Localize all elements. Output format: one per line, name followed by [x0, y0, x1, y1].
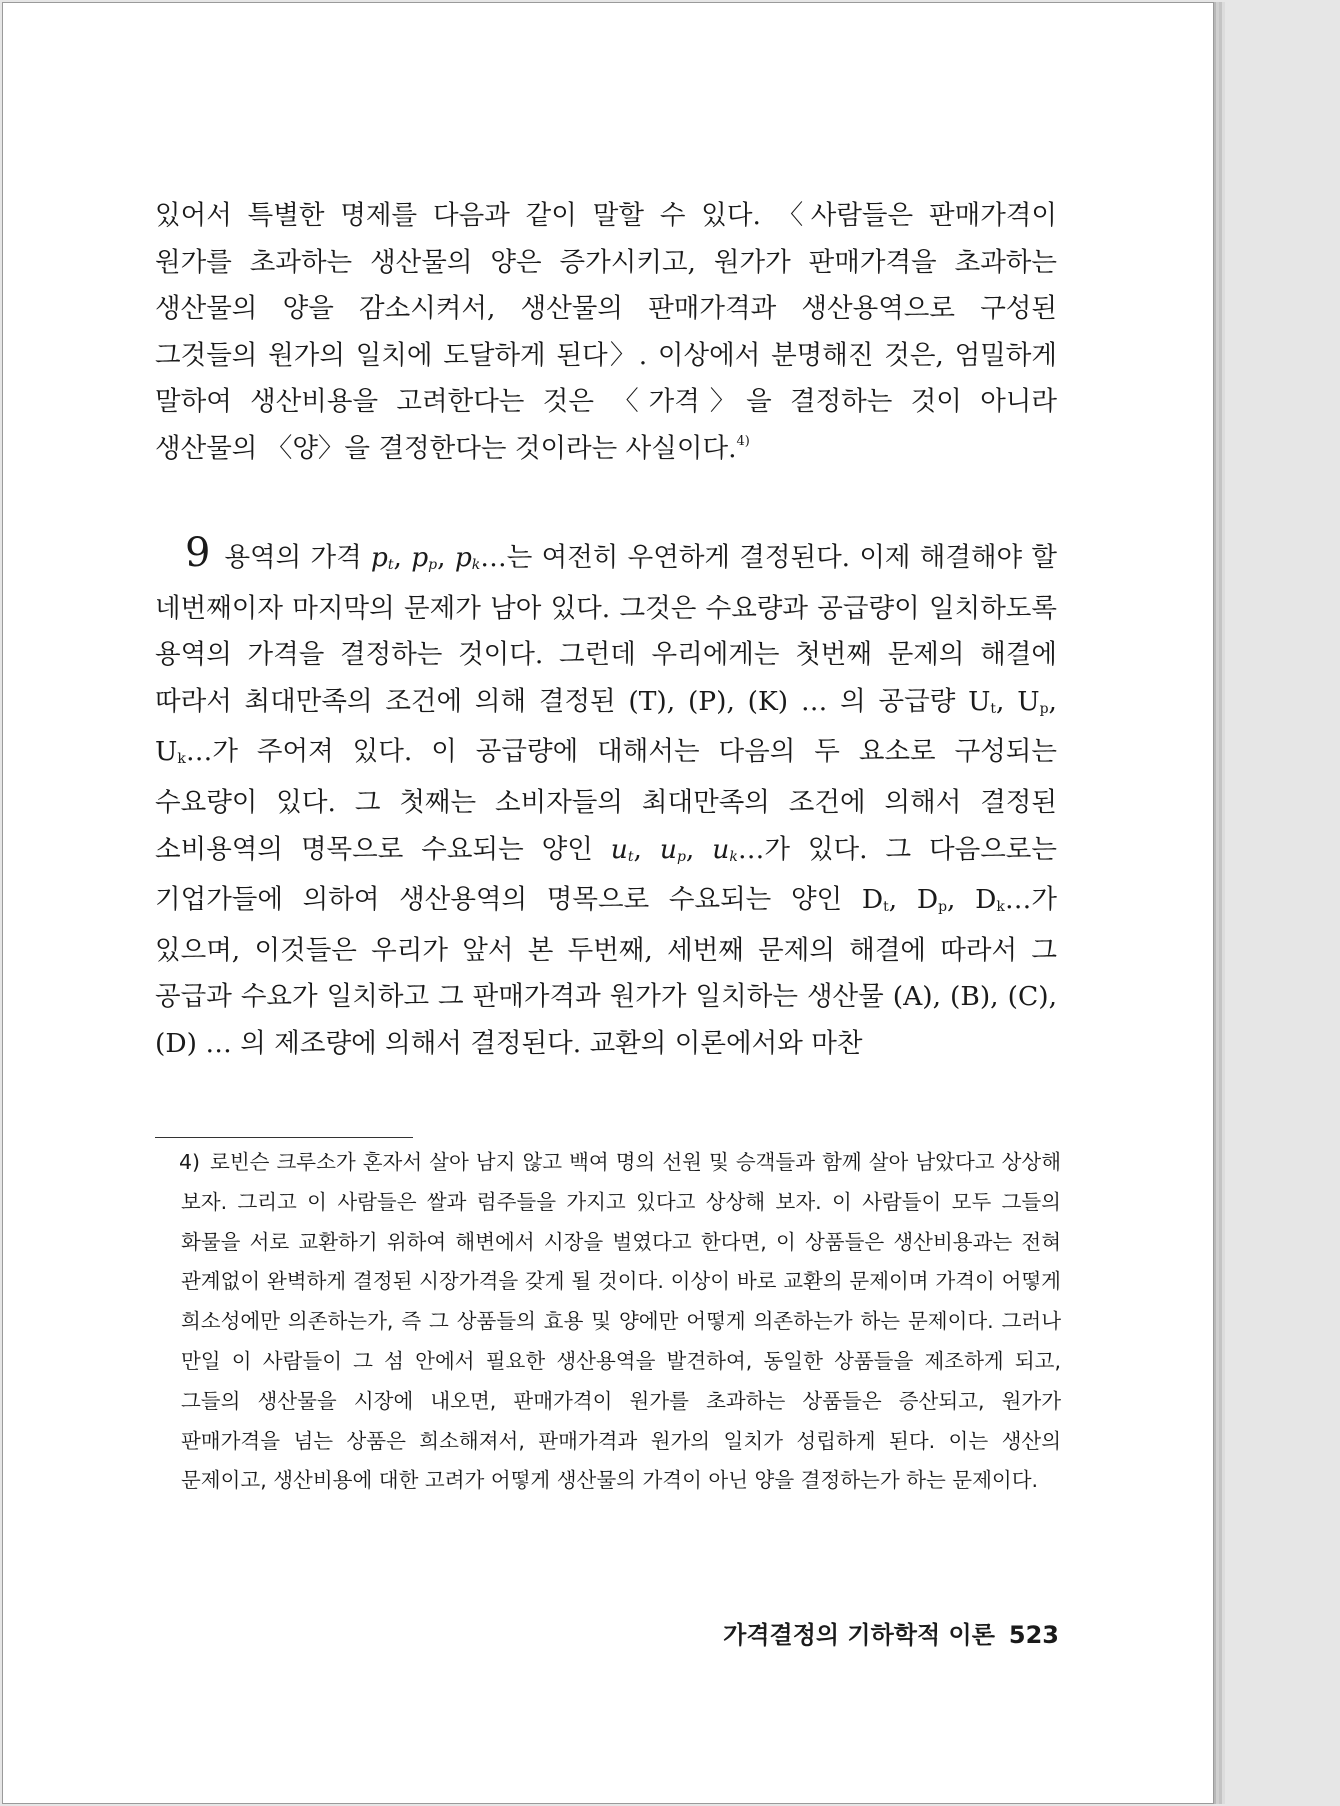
paragraph-1-text: 있어서 특별한 명제를 다음과 같이 말할 수 있다. 〈사람들은 판매가격이 원가를 초과하는 생산물의 양은 증가시키고, 원가가 판매가격을 초과하는 생산물의 양을 감소시켜서, 생산물의 판매가격과 생산용역으로 구성된 그것들의 원가의 일치에 도달하게 된다〉. 이상에서 분명해진 것은, 엄밀하게 말하여 생산비용을 고려한다는 것은 〈가격〉을 결정하는 것이 아니라 생산물의 〈양〉을 결정한다는 것이라는 사실이다. [155, 200, 1057, 464]
symbol-Dk: $D_k$ [975, 884, 1005, 916]
footnote-number: 4) [179, 1150, 201, 1174]
footnote-text: 로빈슨 크루소가 혼자서 살아 남지 않고 백여 명의 선원 및 승객들과 함께 살아 남았다고 상상해 보자. 그리고 이 사람들은 쌀과 럼주들을 가지고 있다고 상상해 보자. 이 사람들이 모두 그들의 화물을 서로 교환하기 위하여 해변에서 시장을 벌였다고 한다면, 이 상품들은 생산비용과는 전혀 관계없이 완벽하게 결정된 시장가격을 갖게 될 것이다. 이상이 바로 교환의 문제이며 가격이 어떻게 희소성에만 의존하는가, 즉 그 상품들의 효용 및 양에만 어떻게 의존하는가 하는 문제이다. 그러나 만일 이 사람들이 그 섬 안에서 필요한 생산용역을 발견하여, 동일한 상품들을 제조하게 되고, 그들의 생산물을 시장에 내오면, 판매가격이 원가를 초과하는 상품들은 증산되고, 원가가 판매가격을 넘는 상품은 희소해져서, 판매가격과 원가의 일치가 성립하게 된다. 이는 생산의 문제이고, 생산비용에 대한 고려가 어떻게 생산물의 가격이 아닌 양을 결정하는가 하는 문제이다. [181, 1150, 1061, 1493]
symbol-Ut: $U_t$ [968, 685, 997, 717]
section-9-text: …는 여전히 우연하게 결정된다. 이제 해결해야 할 네번째이자 마지막의 문제가 남아 있다. 그것은 수요량과 공급량이 일치하도록 용역의 가격을 결정하는 것이다. 그런데 우리에게는 첫번째 문제의 해결에 따라서 최대만족의 조건에 의해 결정된 (T), (P), (K) … 의 공급량 [155, 542, 1057, 717]
book-page [2, 2, 1214, 1804]
footnote-divider [155, 1137, 413, 1138]
running-title: 가격결정의 기하학적 이론 [723, 1621, 995, 1649]
symbol-Dt: $D_t$ [861, 884, 889, 916]
section-9-paragraph: 9 용역의 가격 $p_t$, $p_p$, $p_k\dots$는 여전히 우연하게 결정된다. 이제 해결해야 할 네번째이자 마지막의 문제가 남아 있다. 그것은 수요량과 공급량이 일치하도록 용역의 가격을 결정하는 것이다. 그런데 우리에게는 첫번째 문제의 해결에 따라서 최대만족의 조건에 의해 결정된 (T), (P), (K) … 의 공급량 $U_t$, $U_p$, $U_k\dots$가 주어져 있다. 이 공급량에 대해서는 다음의 두 요소로 구성되는 수요량이 있다. 그 첫째는 소비자들의 최대만족의 조건에 의해서 결정된 소비용역의 명목으로 수요되는 양인 $u_t$, $u_p$, $u_k\dots$가 있다. 그 다음으로는 기업가들에 의하여 생산용역의 명목으로 수요되는 양인 $D_t$, $D_p$, $D_k\dots$가 있으며, 이것들은 우리가 앞서 본 두번째, 세번째 문제의 해결에 따라서 그 공급과 수요가 일치하고 그 판매가격과 원가가 일치하는 생산물 (A), (B), (C), (D) … 의 제조량에 의해서 결정된다. 교환의 이론에서와 마찬 [155, 530, 1057, 1059]
section-number: 9 [185, 530, 211, 576]
symbol-pp: $p_p$ [411, 542, 438, 573]
symbol-Dp: $D_p$ [916, 884, 948, 916]
section-9-text: …가 있다. 그 다음으로는 기업가들에 의하여 생산용역의 명목으로 수요되는 양인 [155, 833, 1057, 916]
symbol-Up: $U_p$ [1017, 685, 1049, 717]
section-9-text: …가 있으며, 이것들은 우리가 앞서 본 두번째, 세번째 문제의 해결에 따라서 그 공급과 수요가 일치하고 그 판매가격과 원가가 일치하는 생산물 (A), (B), (C), (D) … 의 제조량에 의해서 결정된다. 교환의 이론에서와 마찬 [155, 884, 1057, 1059]
symbol-pk: $p_k$ [454, 542, 481, 573]
section-9-text: 용역의 가격 [224, 542, 371, 573]
running-footer [703, 1620, 1059, 1650]
symbol-up: $u_p$ [659, 833, 686, 865]
section-9-text: …가 주어져 있다. 이 공급량에 대해서는 다음의 두 요소로 구성되는 수요량이 있다. 그 첫째는 소비자들의 최대만족의 조건에 의해서 결정된 소비용역의 명목으로 수요되는 양인 [155, 736, 1057, 865]
symbol-ut: $u_t$ [610, 833, 634, 865]
symbol-pt: $p_t$ [370, 542, 394, 573]
body-paragraph-1 [155, 193, 1057, 478]
footnote-reference: 4) [736, 433, 750, 449]
symbol-uk: $u_k$ [712, 833, 738, 865]
footnote-4 [181, 1143, 1061, 1501]
symbol-Uk: $U_k$ [155, 736, 186, 768]
page-number: 523 [1008, 1621, 1059, 1649]
